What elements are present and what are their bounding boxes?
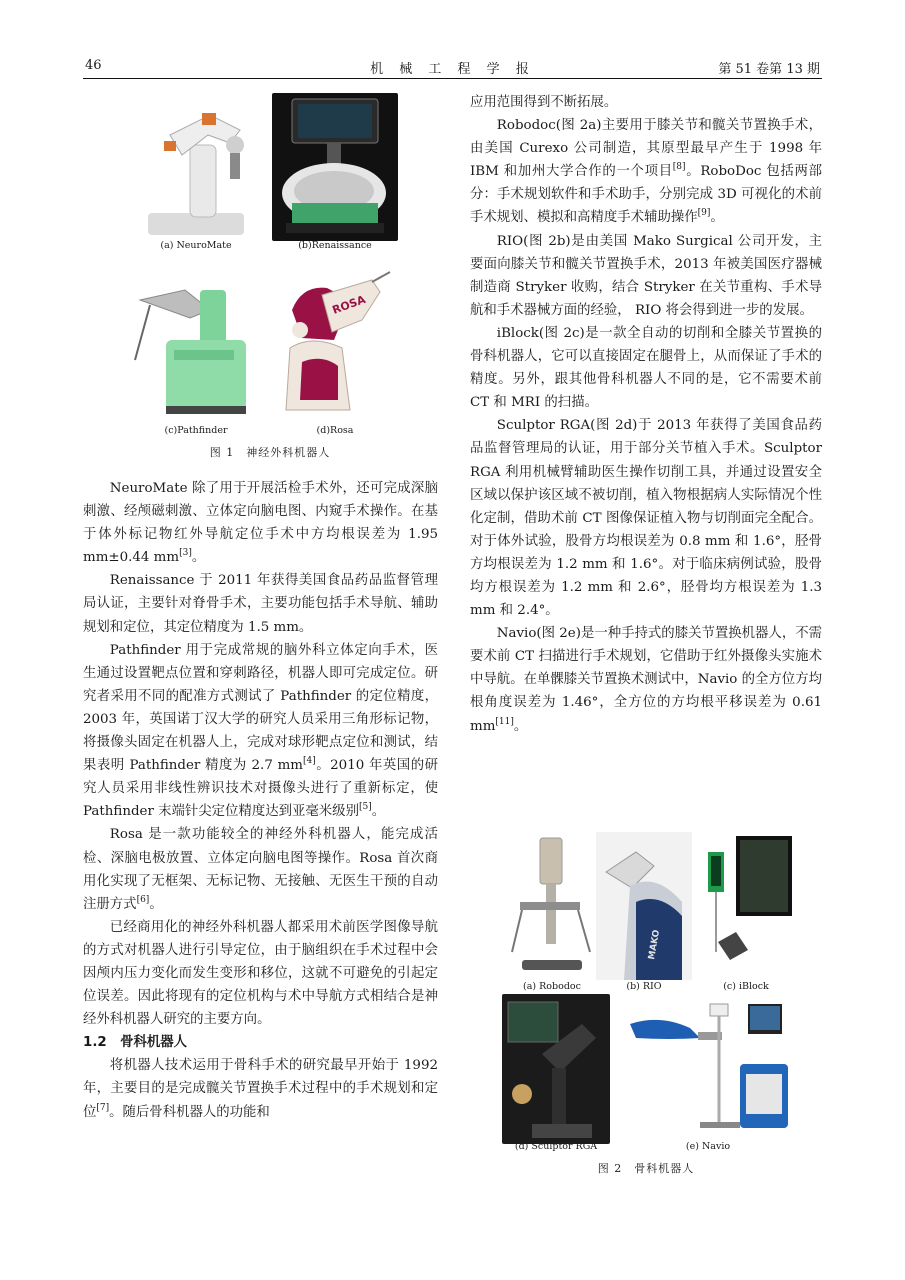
- paragraph: NeuroMate 除了用于开展活检手术外，还可完成深脑刺激、经颅磁刺激、立体定向脑电图、内窥手术操作。在基于体外标记物红外导航定位手术中方均根误差为 1.95 mm±0.44 mm[3]。: [83, 481, 438, 566]
- figure-2-title: 图 2 骨科机器人: [597, 1162, 695, 1175]
- rosa-logo: ROSA: [330, 292, 368, 317]
- paragraph: Navio(图 2e)是一种手持式的膝关节置换机器人，不需要术前 CT 扫描进行手术规划，它借助于红外摄像头实施术中导航。在单髁膝关节置换术测试中，Navio 的全方位方均根角度误差为 1.46°，全方位的方均根平移误差为 0.61 mm[11]。: [470, 626, 822, 734]
- paragraph: Renaissance 于 2011 年获得美国食品药品监督管理局认证，主要针对脊骨手术，主要功能包括手术导航、辅助规划和定位，其定位精度为 1.5 mm。: [83, 573, 438, 635]
- issue-label: 第 51 卷第 13 期: [718, 62, 820, 77]
- fig2-caption-c: (c) iBlock: [723, 981, 769, 992]
- figure-1: [100, 90, 440, 465]
- rio-photo: [596, 832, 692, 980]
- iblock-photo: [696, 832, 796, 980]
- navio-photo: [620, 994, 796, 1144]
- fig2-caption-d: (d) Sculptor RGA: [514, 1141, 598, 1152]
- fig1-caption-b: (b)Renaissance: [298, 240, 372, 251]
- figure-1-title: 图 1 神经外科机器人: [209, 446, 331, 459]
- renaissance-photo: [272, 93, 398, 241]
- paragraph: 应用范围得到不断拓展。: [470, 95, 618, 110]
- paragraph: 已经商用化的神经外科机器人都采用术前医学图像导航的方式对机器人进行引导定位，由于脑组织在手术过程中会因颅内压力变化而发生变形和移位，这就不可避免的引起定位误差。因此将现有的定位机构与术中导航方式相结合是神经外科机器人研究的主要方向。: [83, 919, 438, 1028]
- paragraph: Pathfinder 用于完成常规的脑外科立体定向手术，医生通过设置靶点位置和穿刺路径，机器人即可完成定位。研究者采用不同的配准方式测试了 Pathfinder 的定位精度，2003 年，英国诺丁汉大学的研究人员采用三角形标记物，将摄像头固定在机器人上，完成对球形靶点定位和测试，结果表明 Pathfinder 精度为 2.7 mm[4]。2010 年英国的研究人员采用非线性辨识技术对摄像头进行了重新标定，使 Pathfinder 末端针尖定位精度达到亚毫米级别[5]。: [83, 642, 438, 820]
- fig1-caption-c: (c)Pathfinder: [164, 425, 228, 436]
- paragraph: iBlock(图 2c)是一款全自动的切削和全膝关节置换的骨科机器人，它可以直接固定在腿骨上，从而保证了手术的精度。另外，跟其他骨科机器人不同的是，它不需要术前 CT 和 MRI 的扫描。: [470, 325, 822, 411]
- paragraph: Sculptor RGA(图 2d)于 2013 年获得了美国食品药品监督管理局的认证，用于部分关节植入手术。Sculptor RGA 利用机械臂辅助医生操作切削工具，并通过设置安全区域以保护该区域不被切削，植入物根据病人实际情况个性化定制，借助术前 CT 图像保证植入物与切削面完全配合。对于体外试验，股骨方均根误差为 0.8 mm 和 1.6°，胫骨方均根误差为 1.2 mm 和 1.6°。对于临床病例试验，股骨均方根误差为 1.2 mm 和 2.6°，胫骨均方根误差为 1.3 mm 和 2.4°。: [470, 418, 822, 619]
- fig2-caption-a: (a) Robodoc: [523, 981, 581, 992]
- neuromate-photo: [130, 95, 262, 243]
- paragraph: Robodoc(图 2a)主要用于膝关节和髋关节置换手术，由美国 Curexo 公司制造，其原型最早产生于 1998 年 IBM 和加州大学合作的一个项目[8]。RoboDoc 包括两部分：手术规划软件和手术助手，分别完成 3D 可视化的术前手术规划、模拟和高精度手术辅助操作[9]。: [470, 118, 822, 226]
- left-column: [83, 477, 438, 1124]
- sculptor-photo: [502, 994, 610, 1144]
- fig1-caption-a: (a) NeuroMate: [160, 240, 232, 251]
- paragraph: RIO(图 2b)是由美国 Mako Surgical 公司开发，主要面向膝关节和髋关节置换手术，2013 年被美国医疗器械制造商 Stryker 收购，结合 Stryker 在关节重构、手术导航和手术器械方面的经验， RIO 将会得到进一步的发展。: [470, 233, 822, 318]
- mako-logo: MAKO: [647, 929, 663, 961]
- right-column: [470, 91, 822, 738]
- rosa-photo: [272, 270, 398, 420]
- paragraph: Rosa 是一款功能较全的神经外科机器人，能完成活检、深脑电极放置、立体定向脑电图等操作。Rosa 首次商用化实现了无框架、无标记物、无接触、无医生干预的自动注册方式[6]。: [83, 827, 438, 912]
- pathfinder-photo: [130, 270, 262, 420]
- paragraph: 将机器人技术运用于骨科手术的研究最早开始于 1992 年，主要目的是完成髋关节置换手术过程中的手术规划和定位[7]。随后骨科机器人的功能和: [83, 1058, 438, 1120]
- running-header: [83, 56, 822, 79]
- journal-title: 机 械 工 程 学 报: [370, 62, 535, 77]
- figure-2: [490, 830, 802, 1180]
- section-heading: 1.2 骨科机器人: [83, 1035, 188, 1051]
- fig1-caption-d: (d)Rosa: [316, 425, 354, 436]
- fig2-caption-b: (b) RIO: [626, 981, 662, 992]
- robodoc-photo: [502, 832, 602, 980]
- fig2-caption-e: (e) Navio: [685, 1141, 731, 1152]
- page-number: 46: [85, 58, 102, 73]
